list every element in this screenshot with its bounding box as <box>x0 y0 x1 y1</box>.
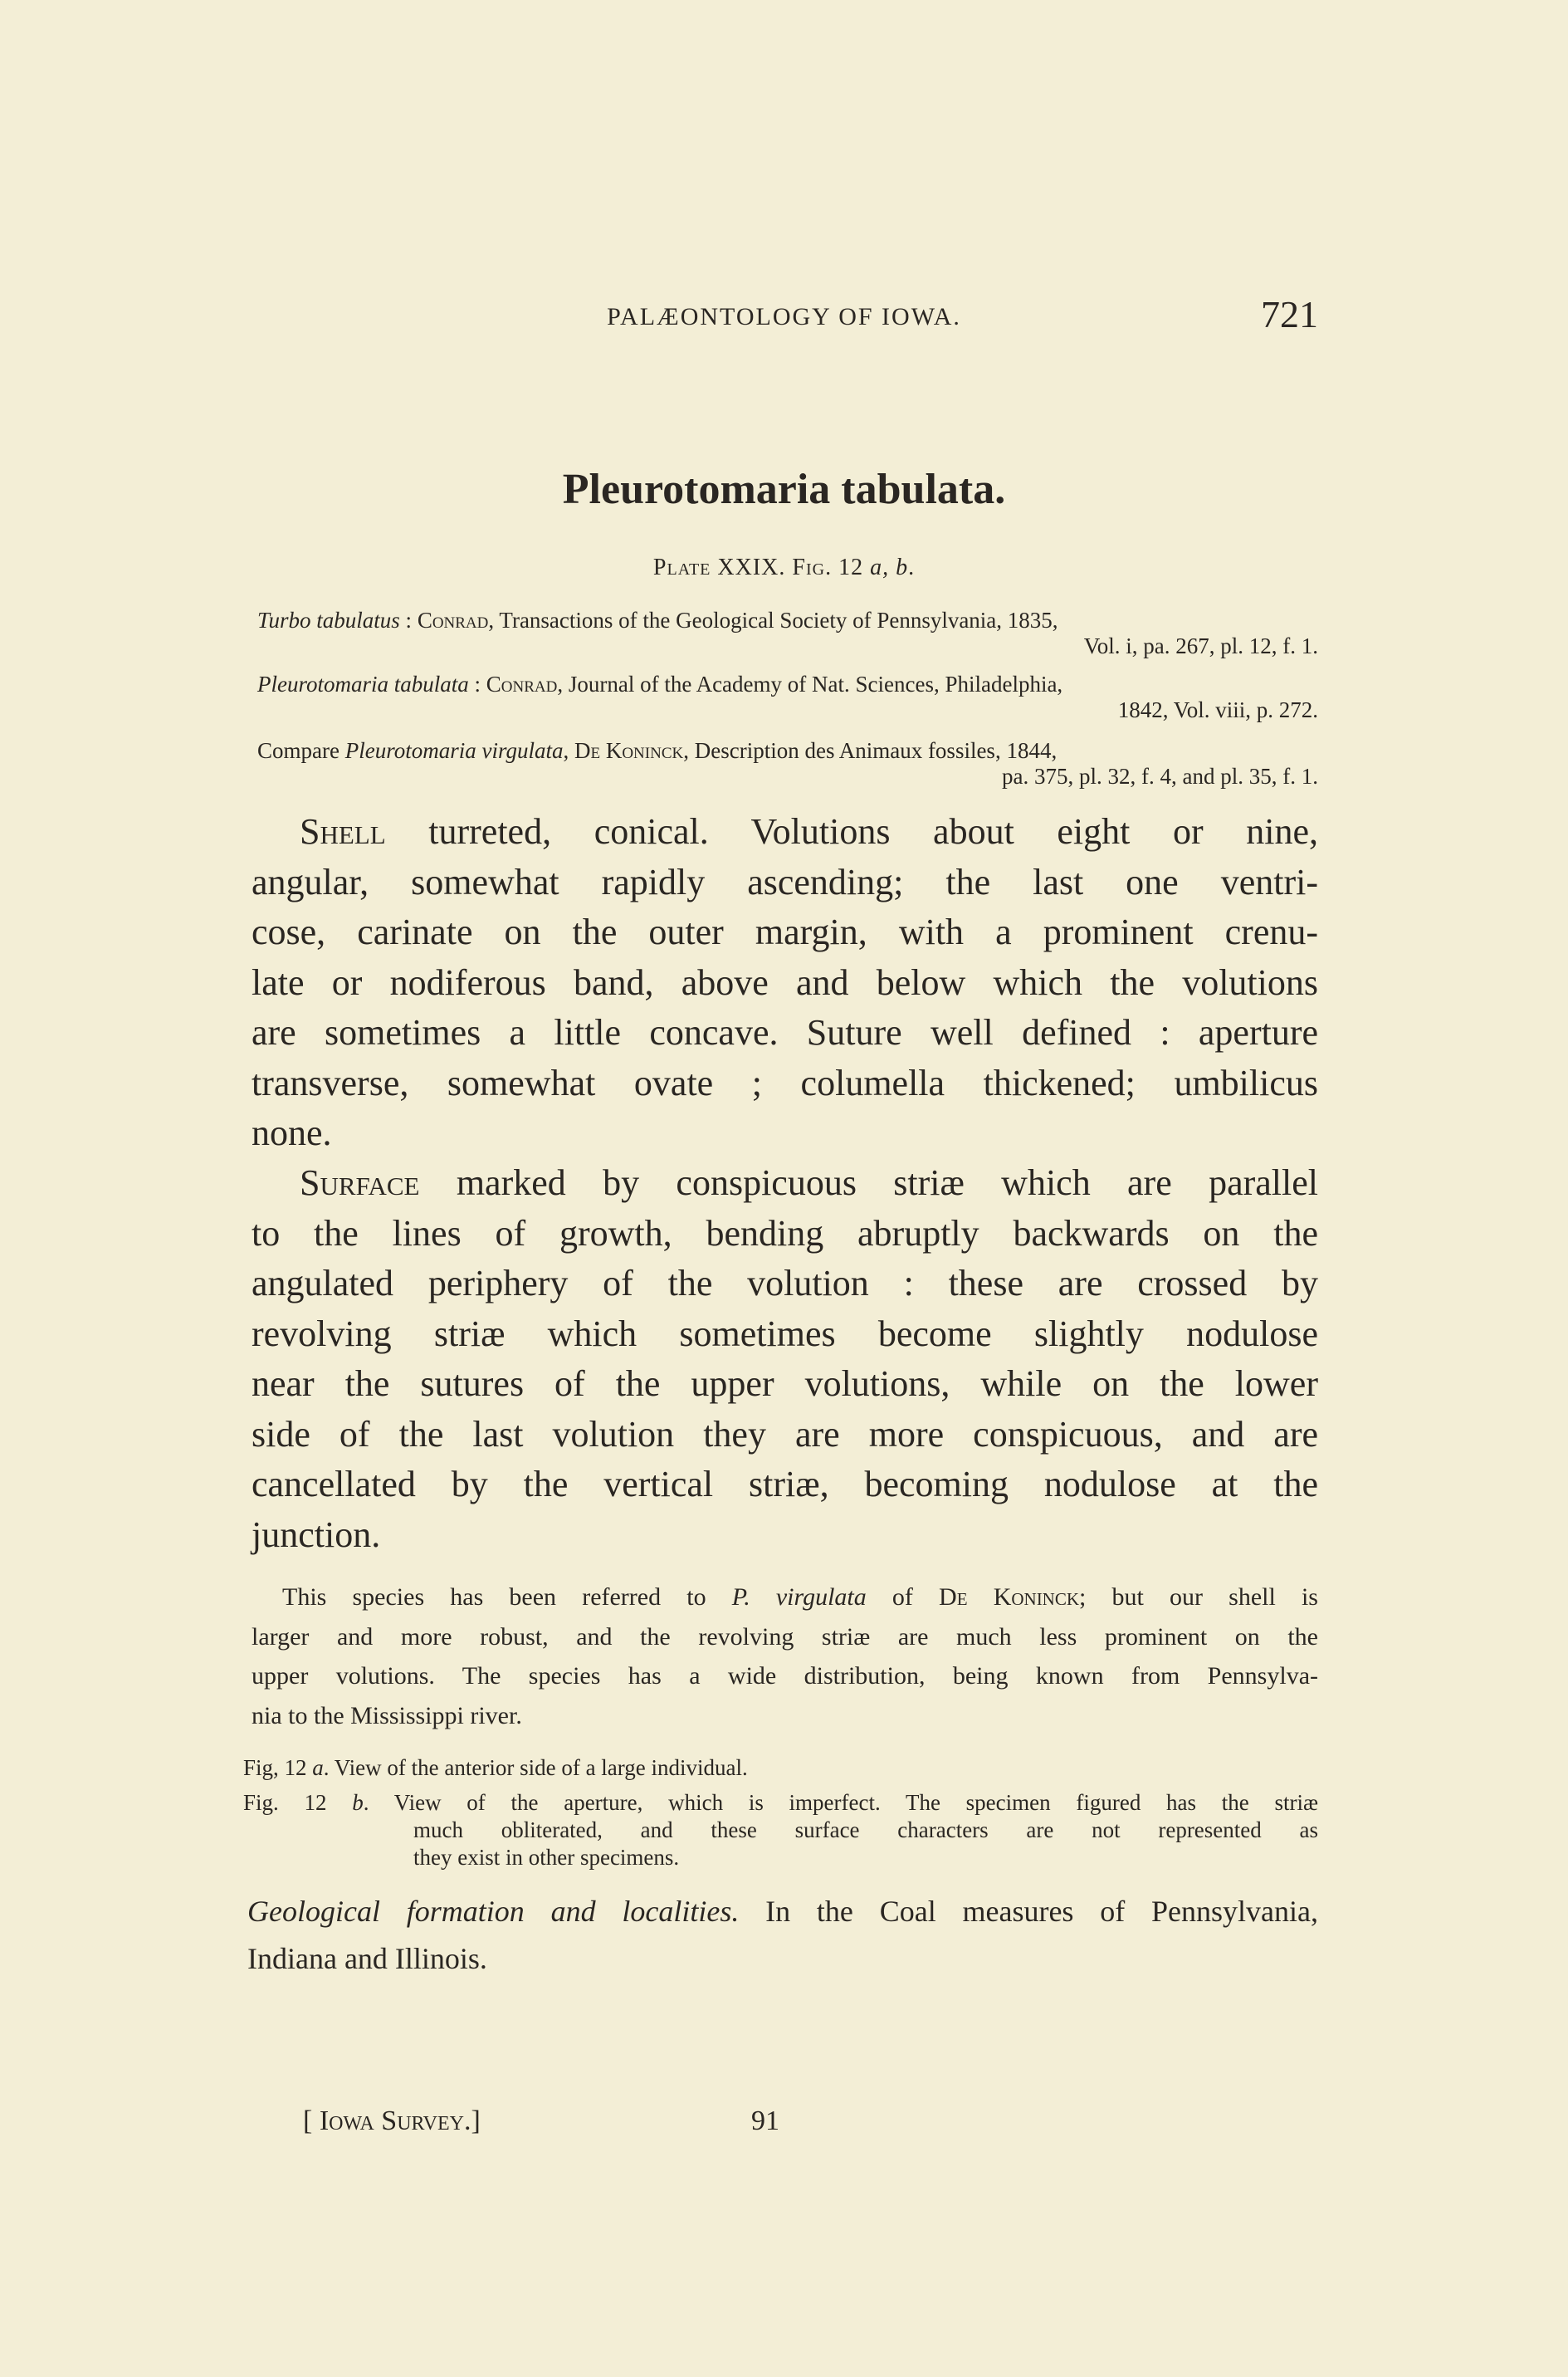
text-line <box>252 858 1318 908</box>
text-segment: Fig, 12 <box>243 1755 313 1780</box>
text-segment: Indiana and Illinois. <box>247 1942 487 1975</box>
text-segment: . 12 <box>825 555 871 580</box>
text-segment: This species has been referred to <box>282 1583 732 1611</box>
synonymy-citation: 1842, Vol. viii, p. 272. <box>1117 697 1318 722</box>
text-segment: De Koninck <box>574 738 684 763</box>
footer-signature-number: 91 <box>751 2106 779 2136</box>
text-segment: , <box>563 738 574 763</box>
text-segment: of <box>866 1583 940 1611</box>
text-segment: Shell <box>300 811 386 852</box>
text-segment: De Koninck <box>939 1583 1080 1611</box>
text-segment: they exist in other specimens. <box>413 1845 680 1870</box>
text-segment: Compare <box>257 738 345 763</box>
geological-formation <box>247 1888 1318 1983</box>
species-title: Pleurotomaria tabulata. <box>562 466 1006 513</box>
text-line <box>243 1844 1318 1871</box>
text-line <box>257 672 1318 697</box>
text-line <box>252 1696 1318 1736</box>
text-segment: revolving striæ which sometimes become slightly nodulose <box>252 1313 1318 1354</box>
text-line <box>252 1410 1318 1460</box>
description-paragraph <box>252 807 1318 1159</box>
text-line <box>252 1309 1318 1360</box>
text-segment: ; but our shell is <box>1079 1583 1318 1611</box>
page-number: 721 <box>1261 293 1318 335</box>
text-segment: angular, somewhat rapidly ascending; the last one ventri- <box>252 861 1318 902</box>
text-segment: : <box>468 672 486 697</box>
text-segment: upper volutions. The species has a wide distribution, being known from Pennsylva- <box>252 1662 1318 1690</box>
text-segment: . <box>908 555 916 580</box>
footer-signature-survey: [ Iowa Survey.] <box>303 2106 481 2136</box>
text-segment: Fig. 12 <box>243 1790 353 1815</box>
synonymy-citation: Vol. i, pa. 267, pl. 12, f. 1. <box>1083 633 1318 658</box>
text-segment: . View of the aperture, which is imperfect. The specimen figured has the striæ <box>363 1790 1318 1815</box>
text-segment: , Description des Animaux fossiles, 1844, <box>683 738 1058 763</box>
text-segment: transverse, somewhat ovate ; columella thickened; umbilicus <box>252 1062 1318 1103</box>
text-line <box>252 958 1318 1009</box>
text-segment: : <box>399 608 418 633</box>
text-segment: Pleurotomaria tabulata <box>257 672 469 697</box>
text-line <box>247 1888 1318 1935</box>
text-line <box>252 807 1318 858</box>
text-segment: nia to the Mississippi river. <box>252 1701 522 1729</box>
text-line <box>247 1935 1318 1983</box>
text-segment: to the lines of growth, bending abruptly backwards on the <box>252 1212 1318 1254</box>
text-segment: a <box>312 1755 324 1780</box>
text-segment: are sometimes a little concave. Suture well defined : aperture <box>252 1012 1318 1053</box>
text-segment: near the sutures of the upper volutions, while on the lower <box>252 1363 1318 1404</box>
text-line <box>252 1259 1318 1309</box>
figure-explanations <box>243 1754 1318 1871</box>
text-segment: . View of the anterior side of a large individual. <box>323 1755 748 1780</box>
text-segment: turreted, conical. Volutions about eight or nine, <box>385 811 1318 852</box>
text-line <box>252 1510 1318 1561</box>
text-segment: side of the last volution they are more conspicuous, and are <box>252 1413 1318 1455</box>
text-line <box>252 1209 1318 1259</box>
text-segment: a, b <box>870 555 909 580</box>
text-segment: Turbo tabulatus <box>257 608 400 633</box>
text-segment: marked by conspicuous striæ which are parallel <box>419 1162 1318 1203</box>
text-segment: b <box>352 1790 364 1815</box>
synonymy-entry <box>257 608 1318 659</box>
text-line <box>243 1754 1318 1782</box>
text-segment: In the Coal measures of Pennsylvania, <box>739 1895 1318 1928</box>
text-line <box>252 1158 1318 1209</box>
text-line <box>252 1108 1318 1159</box>
text-line <box>252 1617 1318 1657</box>
remarks-paragraph <box>252 1577 1318 1735</box>
text-line <box>243 1789 1318 1817</box>
text-segment: larger and more robust, and the revolving striæ are much less prominent on the <box>252 1622 1318 1651</box>
text-segment: cose, carinate on the outer margin, with a prominent crenu- <box>252 912 1318 952</box>
text-segment: , Transactions of the Geological Society of Pennsylvania, 1835, <box>488 608 1058 633</box>
text-segment: P. virgulata <box>731 1583 867 1611</box>
text-segment: cancellated by the vertical striæ, becoming nodulose at the <box>252 1464 1318 1504</box>
text-segment: Fig <box>792 555 826 580</box>
text-segment: junction. <box>252 1514 381 1555</box>
text-segment: none. <box>252 1113 332 1153</box>
text-line <box>243 1817 1318 1844</box>
text-segment: Conrad <box>486 672 558 697</box>
text-segment: , Journal of the Academy of Nat. Sciences, Philadelphia, <box>557 672 1063 697</box>
text-line <box>257 608 1318 633</box>
text-segment: angulated periphery of the volution : these are crossed by <box>252 1263 1318 1303</box>
text-segment: XXIX. <box>711 555 793 580</box>
synonymy-citation: pa. 375, pl. 32, f. 4, and pl. 35, f. 1. <box>1002 764 1318 789</box>
text-line <box>257 738 1318 764</box>
text-segment: Surface <box>300 1162 420 1203</box>
description-paragraph <box>252 1158 1318 1560</box>
plate-reference <box>0 555 1568 581</box>
text-line <box>282 1577 1318 1617</box>
text-line <box>252 1008 1318 1059</box>
text-line <box>252 1460 1318 1510</box>
text-line <box>252 1656 1318 1696</box>
synonymy-entry <box>257 738 1318 790</box>
text-line <box>252 907 1318 958</box>
synonymy-entry <box>257 672 1318 723</box>
text-line <box>252 1059 1318 1109</box>
text-segment: Pleurotomaria virgulata <box>344 738 564 763</box>
running-head: PALÆONTOLOGY OF IOWA. <box>607 303 961 330</box>
text-segment: Geological formation and localities. <box>247 1895 740 1928</box>
text-segment: late or nodiferous band, above and below which the volutions <box>252 961 1318 1003</box>
text-line <box>252 1359 1318 1410</box>
text-segment: Conrad <box>417 608 489 633</box>
text-segment: Plate <box>652 555 711 580</box>
text-segment: much obliterated, and these surface characters are not represented as <box>413 1817 1318 1842</box>
